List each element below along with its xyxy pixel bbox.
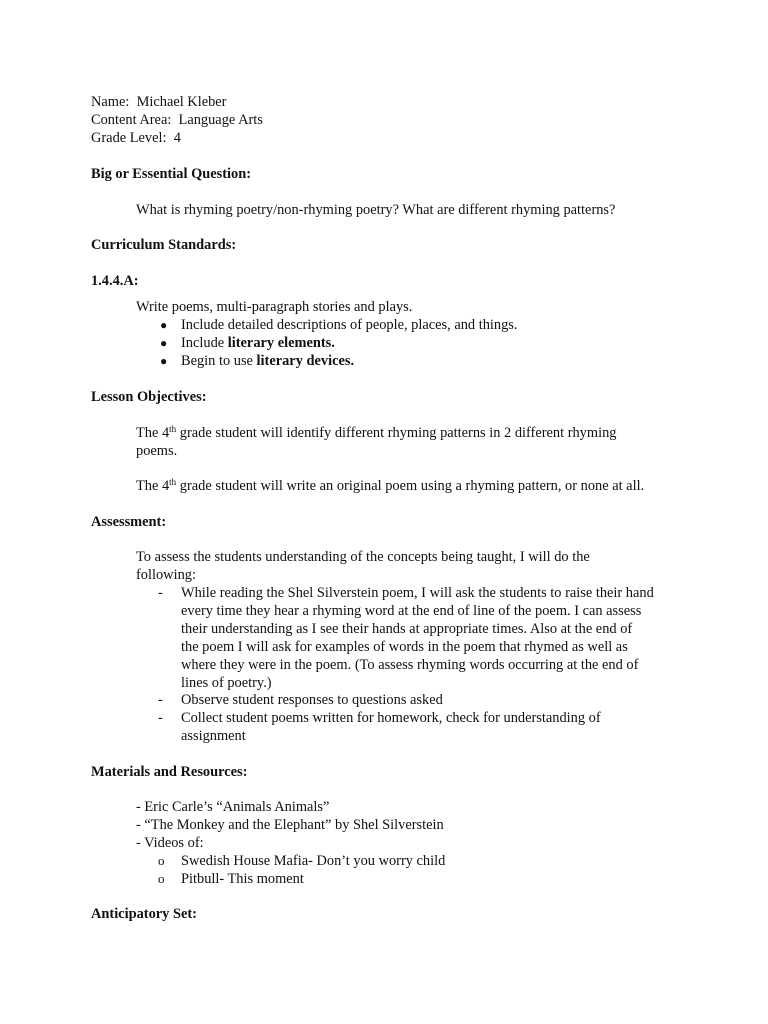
curriculum-standards-heading: Curriculum Standards: [91, 237, 237, 253]
circle-bullet-icon: o [158, 871, 165, 886]
assessment-item-3-line-1: Collect student poems written for homework, check for understanding of [181, 710, 601, 726]
name-value: Michael Kleber [136, 94, 227, 110]
content-area-line [91, 111, 263, 129]
standard-bullet-2-text [181, 334, 335, 352]
name-line [91, 93, 226, 111]
objective-2-prefix: The 4 [136, 478, 170, 494]
standard-code: 1.4.4.A: [91, 273, 139, 289]
standard-intro: Write poems, multi-paragraph stories and plays. [136, 299, 413, 315]
material-item-2: - “The Monkey and the Elephant” by Shel Silverstein [136, 817, 444, 833]
standard-bullet-2-prefix: Include [181, 335, 228, 351]
circle-bullet-icon: o [158, 853, 165, 868]
name-label: Name: [91, 94, 130, 110]
standard-bullet-3-prefix: Begin to use [181, 353, 257, 369]
objective-1-superscript: th [169, 424, 177, 434]
assessment-item-1-line-2: every time they hear a rhyming word at the end of line of the poem. I can assess [181, 603, 642, 619]
bullet-icon: ● [160, 318, 168, 332]
anticipatory-set-heading: Anticipatory Set: [91, 906, 197, 922]
assessment-heading: Assessment: [91, 514, 167, 530]
objective-2-superscript: th [169, 477, 177, 487]
materials-heading: Materials and Resources: [91, 764, 248, 780]
bullet-icon: ● [160, 354, 168, 368]
assessment-intro-line-2: following: [136, 567, 196, 583]
video-item-2: Pitbull- This moment [181, 871, 304, 887]
assessment-item-1-line-1: While reading the Shel Silverstein poem, I will ask the students to raise their hand [181, 585, 654, 601]
grade-level-line [91, 129, 181, 147]
assessment-item-3-line-2: assignment [181, 728, 246, 744]
objective-2-text: grade student will write an original poem using a rhyming pattern, or none at all. [176, 478, 645, 494]
essential-question-text: What is rhyming poetry/non-rhyming poetry? What are different rhyming patterns? [136, 202, 616, 218]
objective-1-line-2: poems. [136, 443, 178, 459]
grade-level-value: 4 [173, 130, 181, 146]
dash-marker: - [158, 585, 163, 601]
objective-1-text: grade student will identify different rhyming patterns in 2 different rhyming [176, 425, 617, 441]
objective-1-line-1 [136, 424, 616, 442]
objective-2 [136, 477, 644, 495]
material-item-1: - Eric Carle’s “Animals Animals” [136, 799, 330, 815]
standard-bullet-2-bold: literary elements. [227, 335, 335, 351]
standard-bullet-3-text [181, 352, 354, 370]
assessment-item-1-line-4: the poem I will ask for examples of words in the poem that rhymed as well as [181, 639, 628, 655]
standard-bullet-3-bold: literary devices. [256, 353, 355, 369]
assessment-item-1-line-6: lines of poetry.) [181, 675, 272, 691]
assessment-item-1-line-5: where they were in the poem. (To assess rhyming words occurring at the end of [181, 657, 639, 673]
dash-marker: - [158, 710, 163, 726]
material-item-3: - Videos of: [136, 835, 204, 851]
essential-question-heading: Big or Essential Question: [91, 166, 252, 182]
dash-marker: - [158, 692, 163, 708]
content-area-label: Content Area: [91, 112, 172, 128]
assessment-item-2: Observe student responses to questions asked [181, 692, 443, 708]
bullet-icon: ● [160, 336, 168, 350]
objective-1-prefix: The 4 [136, 425, 170, 441]
assessment-intro-line-1: To assess the students understanding of the concepts being taught, I will do the [136, 549, 590, 565]
video-item-1: Swedish House Mafia- Don’t you worry child [181, 853, 446, 869]
content-area-value: Language Arts [178, 112, 263, 128]
standard-bullet-1-text: Include detailed descriptions of people, places, and things. [181, 317, 518, 333]
grade-level-label: Grade Level: [91, 130, 167, 146]
lesson-objectives-heading: Lesson Objectives: [91, 389, 207, 405]
assessment-item-1-line-3: their understanding as I see their hands at appropriate times. Also at the end of [181, 621, 633, 637]
